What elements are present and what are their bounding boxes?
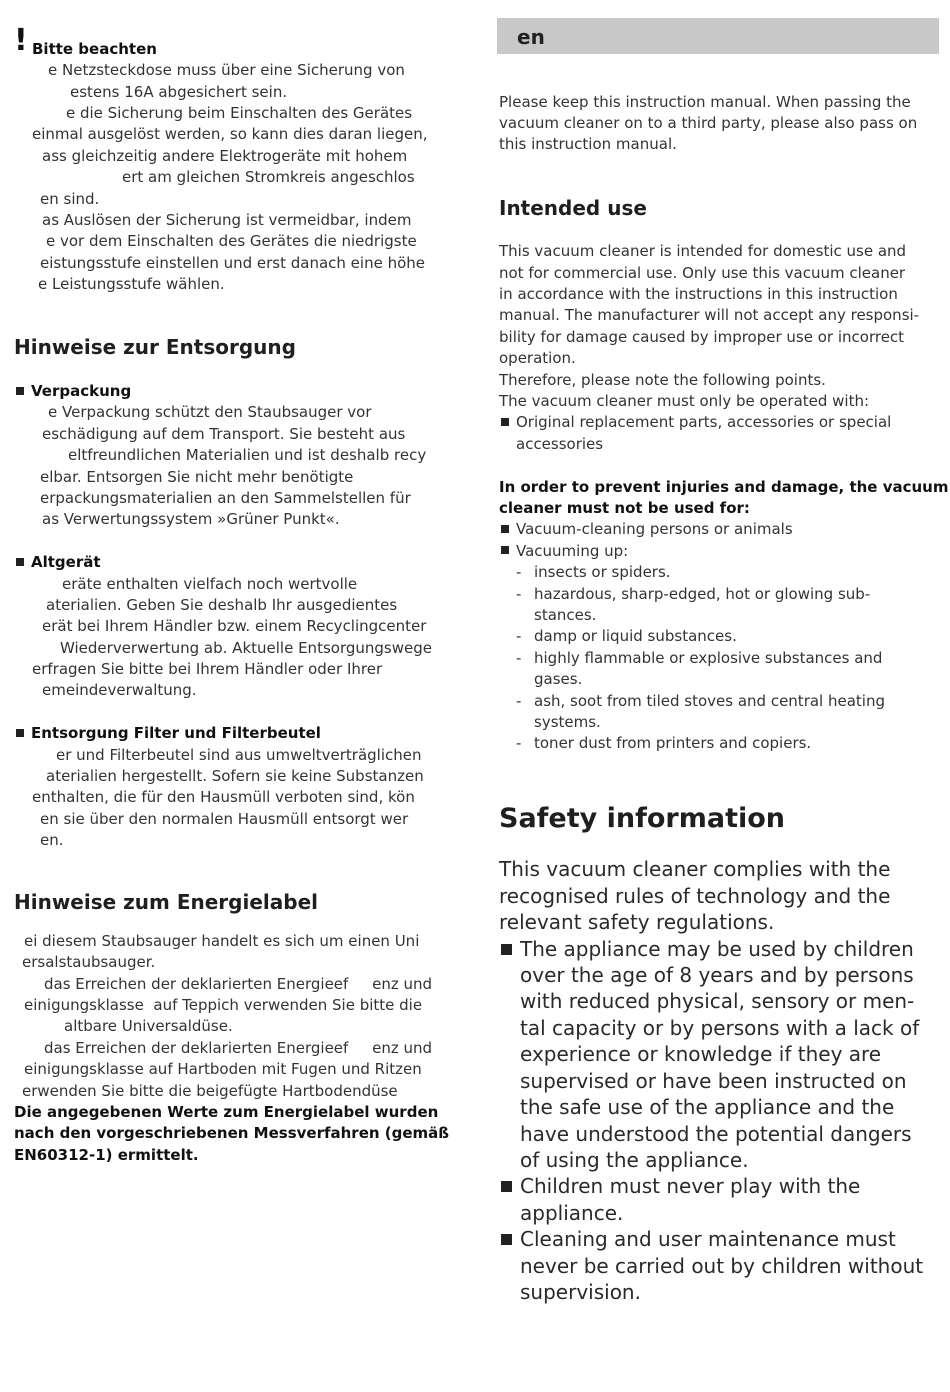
bullet-square-icon [501, 1234, 512, 1245]
dash-marker-icon: - [516, 734, 522, 752]
language-tab [497, 18, 939, 54]
intended-line: Therefore, please note the following points. [499, 371, 826, 389]
energy-heading: Hinweise zum Energielabel [14, 890, 318, 914]
disposal-heading: Hinweise zur Entsorgung [14, 335, 296, 359]
bullet-square-icon [16, 387, 24, 395]
energy-line: erwenden Sie bitte die beigefügte Hartbodendüse [22, 1082, 398, 1100]
intro-line: this instruction manual. [499, 135, 677, 153]
intended-line: The vacuum cleaner must only be operated with: [499, 392, 870, 410]
packaging-line: as Verwertungssystem »Grüner Punkt«. [42, 510, 340, 528]
notice-line: en sind. [40, 190, 100, 208]
safety-bullet-line: The appliance may be used by children [520, 937, 914, 961]
old-device-line: erät bei Ihrem Händler bzw. einem Recyclingcenter [42, 617, 427, 635]
packaging-line: eltfreundlichen Materialien und ist deshalb recy [68, 446, 427, 464]
safety-intro-line: relevant safety regulations. [499, 910, 775, 934]
safety-bullet-line: the safe use of the appliance and the [520, 1095, 895, 1119]
dash-marker-icon: - [516, 692, 522, 710]
bullet-square-icon [16, 558, 24, 566]
energy-bold-line: Die angegebenen Werte zum Energielabel wurden [14, 1103, 439, 1121]
intended-line: in accordance with the instructions in this instruction [499, 285, 898, 303]
safety-bullet-line: never be carried out by children without [520, 1254, 924, 1278]
safety-heading: Safety information [499, 803, 786, 834]
dash-item-line: toner dust from printers and copiers. [534, 734, 812, 752]
dash-item-line: systems. [534, 713, 601, 731]
energy-bold-line: EN60312-1) ermittelt. [14, 1146, 199, 1164]
exclamation-icon: ! [14, 23, 28, 58]
intended-line: operation. [499, 349, 576, 367]
packaging-title: Verpackung [31, 382, 132, 400]
safety-bullet-line: appliance. [520, 1201, 624, 1225]
filters-title: Entsorgung Filter und Filterbeutel [31, 724, 321, 742]
intended-line: manual. The manufacturer will not accept any responsi- [499, 306, 920, 324]
dash-item-line: stances. [534, 606, 597, 624]
bullet-line: Original replacement parts, accessories or special [516, 413, 892, 431]
intro-line: Please keep this instruction manual. When passing the [499, 93, 911, 111]
notice-title: Bitte beachten [32, 40, 157, 58]
dash-marker-icon: - [516, 585, 522, 603]
safety-intro-line: This vacuum cleaner complies with the [499, 857, 891, 881]
dash-item-line: ash, soot from tiled stoves and central heating [534, 692, 885, 710]
safety-bullet-line: Cleaning and user maintenance must [520, 1227, 896, 1251]
notice-line: eistungsstufe einstellen und erst danach eine höhe [40, 254, 426, 272]
dash-item-line: hazardous, sharp-edged, hot or glowing sub- [534, 585, 871, 603]
bullet-line: Vacuuming up: [516, 542, 629, 560]
filters-line: en. [40, 831, 64, 849]
dash-item-line: damp or liquid substances. [534, 627, 737, 645]
safety-bullet-line: supervised or have been instructed on [520, 1069, 907, 1093]
intended-use-heading: Intended use [499, 196, 647, 220]
packaging-line: elbar. Entsorgen Sie nicht mehr benötigte [40, 468, 354, 486]
bullet-square-icon [501, 1181, 512, 1192]
filters-line: aterialien hergestellt. Sofern sie keine Substanzen [46, 767, 424, 785]
dash-item-line: gases. [534, 670, 583, 688]
dash-marker-icon: - [516, 627, 522, 645]
energy-line: ei diesem Staubsauger handelt es sich um einen Uni [24, 932, 420, 950]
language-tab-label: en [517, 25, 545, 49]
safety-bullet-line: tal capacity or by persons with a lack of [520, 1016, 920, 1040]
intro-line: vacuum cleaner on to a third party, please also pass on [499, 114, 918, 132]
safety-intro-line: recognised rules of technology and the [499, 884, 891, 908]
dash-item-line: insects or spiders. [534, 563, 671, 581]
notice-line: e die Sicherung beim Einschalten des Gerätes [66, 104, 413, 122]
notice-line: ass gleichzeitig andere Elektrogeräte mit hohem [42, 147, 408, 165]
notice-line: estens 16A abgesichert sein. [70, 83, 288, 101]
dash-marker-icon: - [516, 563, 522, 581]
packaging-line: e Verpackung schützt den Staubsauger vor [48, 403, 372, 421]
notice-line: e Leistungsstufe wählen. [38, 275, 225, 293]
intended-line: bility for damage caused by improper use or incorrect [499, 328, 905, 346]
bullet-line: accessories [516, 435, 604, 453]
safety-bullet-line: supervision. [520, 1280, 641, 1304]
filters-line: en sie über den normalen Hausmüll entsorgt wer [40, 810, 409, 828]
bullet-square-icon [501, 525, 509, 533]
intended-line: This vacuum cleaner is intended for domestic use and [499, 242, 907, 260]
safety-bullet-line: Children must never play with the [520, 1174, 861, 1198]
bullet-square-icon [16, 729, 24, 737]
intended-line: not for commercial use. Only use this vacuum cleaner [499, 264, 906, 282]
notice-line: e vor dem Einschalten des Gerätes die niedrigste [46, 232, 417, 250]
safety-bullet-line: with reduced physical, sensory or men- [520, 989, 915, 1013]
energy-line: einigungsklasse auf Teppich verwenden Sie bitte die [24, 996, 423, 1014]
dash-marker-icon: - [516, 649, 522, 667]
dash-item-line: highly flammable or explosive substances and [534, 649, 883, 667]
filters-line: enthalten, die für den Hausmüll verboten sind, kön [32, 788, 415, 806]
old-device-line: erfragen Sie bitte bei Ihrem Händler oder Ihrer [32, 660, 383, 678]
energy-line: altbare Universaldüse. [64, 1017, 233, 1035]
old-device-line: eräte enthalten vielfach noch wertvolle [62, 575, 358, 593]
notice-line: einmal ausgelöst werden, so kann dies daran liegen, [32, 125, 428, 143]
safety-bullet-line: of using the appliance. [520, 1148, 749, 1172]
old-device-line: emeindeverwaltung. [42, 681, 197, 699]
old-device-title: Altgerät [31, 553, 101, 571]
packaging-line: eschädigung auf dem Transport. Sie besteht aus [42, 425, 406, 443]
energy-line: ersalstaubsauger. [22, 953, 156, 971]
notice-line: e Netzsteckdose muss über eine Sicherung von [48, 61, 405, 79]
energy-line: das Erreichen der deklarierten Energieef enz und [44, 975, 433, 993]
old-device-line: aterialien. Geben Sie deshalb Ihr ausgedientes [46, 596, 398, 614]
old-device-line: Wiederverwertung ab. Aktuelle Entsorgungswege [60, 639, 432, 657]
notice-line: as Auslösen der Sicherung ist vermeidbar, indem [42, 211, 412, 229]
bullet-square-icon [501, 944, 512, 955]
energy-bold-line: nach den vorgeschriebenen Messverfahren (gemäß [14, 1124, 450, 1142]
warning-bold-line: cleaner must not be used for: [499, 499, 750, 517]
packaging-line: erpackungsmaterialien an den Sammelstellen für [40, 489, 411, 507]
bullet-line: Vacuum-cleaning persons or animals [516, 520, 793, 538]
filters-line: er und Filterbeutel sind aus umweltverträglichen [56, 746, 422, 764]
warning-bold-line: In order to prevent injuries and damage, the vacuum [499, 478, 949, 496]
bullet-square-icon [501, 546, 509, 554]
safety-bullet-line: experience or knowledge if they are [520, 1042, 882, 1066]
notice-line: ert am gleichen Stromkreis angeschlos [122, 168, 415, 186]
safety-bullet-line: over the age of 8 years and by persons [520, 963, 914, 987]
energy-line: einigungsklasse auf Hartboden mit Fugen und Ritzen [24, 1060, 422, 1078]
safety-bullet-line: have understood the potential dangers [520, 1122, 912, 1146]
bullet-square-icon [501, 418, 509, 426]
energy-line: das Erreichen der deklarierten Energieef enz und [44, 1039, 433, 1057]
